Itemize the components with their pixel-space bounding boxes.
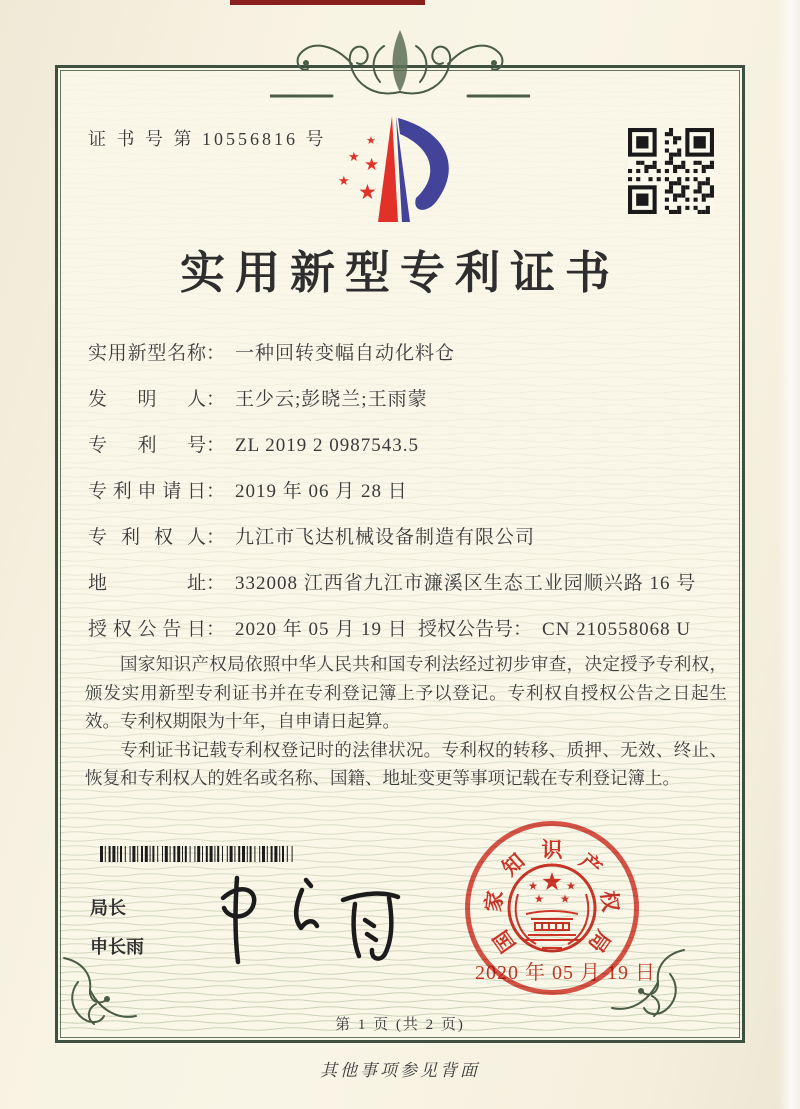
legal-paragraph: 专利证书记载专利权登记时的法律状况。专利权的转移、质押、无效、终止、恢复和专利权人的姓名或名称、国籍、地址变更等事项记载在专利登记簿上。 xyxy=(85,739,727,788)
field-label: 实用新型名称 xyxy=(88,343,206,364)
field-value: 九江市飞达机械设备制造有限公司 xyxy=(235,527,536,548)
scan-edge-red-strip xyxy=(230,0,425,5)
signer-name: 申长雨 xyxy=(90,937,144,957)
field-colon: ： xyxy=(206,435,226,456)
logo-star-icon: ★ xyxy=(338,173,350,188)
field-row-name xyxy=(88,338,455,365)
logo-star-icon: ★ xyxy=(366,135,376,147)
field-label: 专利号 xyxy=(88,435,206,456)
page-curl-edge xyxy=(778,0,800,1109)
field-colon: ： xyxy=(513,619,533,640)
field-colon: ： xyxy=(206,343,226,364)
signature-image xyxy=(205,866,405,974)
field-value: 2019 年 06 月 28 日 xyxy=(235,481,408,502)
field-colon: ： xyxy=(206,481,226,502)
grant-number-pair xyxy=(418,614,691,641)
certificate-number: 证 书 号 第 10556816 号 xyxy=(88,129,327,149)
national-emblem-icon xyxy=(504,858,600,958)
seal-arc-char: 家 xyxy=(481,889,508,914)
signer-role: 局长 xyxy=(90,898,126,918)
page-number: 第 1 页 (共 2 页) xyxy=(335,1017,465,1033)
legal-paragraph: 国家知识产权局依照中华人民共和国专利法经过初步审查，决定授予专利权，颁发实用新型专利证书并在专利登记簿上予以登记。专利权自授权公告之日起生效。专利权期限为十年，自申请日起算。 xyxy=(85,654,727,731)
field-colon: ： xyxy=(206,527,226,548)
qr-code xyxy=(628,128,714,214)
field-row-address xyxy=(88,568,696,595)
field-value: 一种回转变幅自动化料仓 xyxy=(235,343,456,364)
field-row-filing-date xyxy=(88,476,408,503)
back-side-note: 其他事项参见背面 xyxy=(320,1061,480,1080)
cnipa-logo-graphic xyxy=(330,110,502,228)
field-label: 专利权人 xyxy=(88,527,206,548)
field-value: 王少云;彭晓兰;王雨蒙 xyxy=(235,389,428,410)
field-row-patent-number xyxy=(88,430,419,457)
field-value: 332008 江西省九江市濂溪区生态工业园顺兴路 16 号 xyxy=(235,573,697,594)
field-colon: ： xyxy=(206,573,226,594)
logo-star-icon: ★ xyxy=(358,180,377,204)
cnipa-logo xyxy=(330,110,502,228)
seal-date: 2020 年 05 月 19 日 xyxy=(475,962,656,984)
barcode xyxy=(100,846,296,862)
field-row-inventors xyxy=(88,384,428,411)
field-row-grant xyxy=(88,614,733,641)
field-value: CN 210558068 U xyxy=(542,619,692,640)
field-label: 授权公告日 xyxy=(88,619,206,640)
seal-arc-char: 知 xyxy=(497,848,530,881)
legal-text xyxy=(85,650,727,793)
seal-arc-char: 识 xyxy=(541,838,563,862)
seal-arc-char: 产 xyxy=(574,848,607,881)
logo-star-icon: ★ xyxy=(364,155,380,174)
field-colon: ： xyxy=(206,389,226,410)
field-colon: ： xyxy=(206,619,226,640)
signer-block xyxy=(90,894,144,959)
field-value: 2020 年 05 月 19 日 xyxy=(235,619,408,640)
field-value: ZL 2019 2 0987543.5 xyxy=(235,435,420,456)
seal-arc-char: 国 xyxy=(488,925,521,957)
field-label: 专利申请日 xyxy=(88,481,206,502)
field-label: 发明人 xyxy=(88,389,206,410)
logo-star-icon: ★ xyxy=(348,149,360,164)
seal-arc-char: 权 xyxy=(596,889,623,914)
seal-arc-char: 局 xyxy=(583,925,616,957)
field-label: 地址 xyxy=(88,573,206,594)
certificate-title: 实用新型专利证书 xyxy=(179,248,620,298)
field-row-patentee xyxy=(88,522,535,549)
field-label: 授权公告号 xyxy=(418,619,514,640)
